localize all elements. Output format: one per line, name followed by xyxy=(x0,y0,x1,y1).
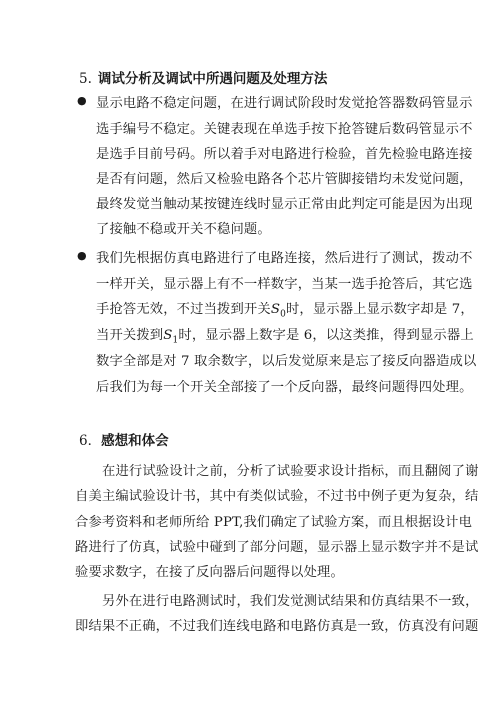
bullet-1-line-3: 是选手目前号码。所以着手对电路进行检验，首先检验电路连接 xyxy=(96,147,473,162)
para-1-line-1: 在进行试验设计之前，分析了试验要求设计指标，而且翻阅了谢 xyxy=(102,464,479,479)
bullet-2-line-4-a: 当开关拨到 xyxy=(96,328,164,343)
para-2-line-2: 即结果不正确，不过我们连线电路和电路仿真是一致，仿真没有问题 xyxy=(75,619,479,634)
bullet-2-line-3-a: 手抢答无效，不过当拨到开关 xyxy=(96,302,271,317)
para-1-line-5: 验要求数字，在接了反向器后问题得以处理。 xyxy=(75,565,344,580)
bullet-1-line-4: 是否有问题，然后又检验电路各个芯片管脚接错均未发觉问题， xyxy=(96,172,473,187)
para-1-line-2: 自美主编试验设计书，其中有类似试验，不过书中例子更为复杂，结 xyxy=(75,489,479,504)
section-5-heading xyxy=(79,67,327,87)
bullet-2-line-4 xyxy=(96,324,474,346)
section-5-number: 5. xyxy=(79,71,92,87)
bullet-icon: ● xyxy=(77,249,87,262)
switch-s0-symbol: $S_0$ xyxy=(270,302,286,320)
bullet-1-line-6: 了接触不稳或开关不稳问题。 xyxy=(96,222,271,237)
section-6-number: 6． xyxy=(79,433,102,449)
bullet-2-line-5: 数字全部是对 7 取余数字，以后发觉原来是忘了接反向器造成以 xyxy=(96,354,477,369)
section-6-heading xyxy=(79,429,169,449)
bullet-2-line-4-b: 时，显示器上数字是 6，以这类推，得到显示器上 xyxy=(178,328,474,343)
para-1-line-4: 路进行了仿真，试验中碰到了部分问题，显示器上显示数字并不是试 xyxy=(75,540,479,555)
switch-s1-symbol: $S_1$ xyxy=(163,328,179,346)
para-1-line-3: 合参考资料和老师所给 PPT,我们确定了试验方案，而且根据设计电 xyxy=(75,515,473,530)
bullet-icon: ● xyxy=(77,94,87,107)
bullet-1-line-1: 显示电路不稳定问题，在进行调试阶段时发觉抢答器数码管显示 xyxy=(96,96,473,111)
section-5-title: 调试分析及调试中所遇问题及处理方法 xyxy=(97,71,328,87)
bullet-2-line-3-b: 时，显示器上显示数字却是 7， xyxy=(285,302,474,317)
bullet-2-line-6: 后我们为每一个开关全部接了一个反向器，最终问题得四处理。 xyxy=(96,380,473,395)
bullet-2-line-2: 一样开关，显示器上有不一样数字，当某一选手抢答后，其它选 xyxy=(96,277,473,292)
bullet-2-line-1: 我们先根据仿真电路进行了电路连接，然后进行了测试，拨动不 xyxy=(96,251,473,266)
bullet-1-line-5: 最终发觉当触动某按键连线时显示正常由此判定可能是因为出现 xyxy=(96,197,473,212)
section-6-title: 感想和体会 xyxy=(101,433,169,449)
para-2-line-1: 另外在进行电路测试时，我们发觉测试结果和仿真结果不一致， xyxy=(102,594,479,609)
bullet-2-line-3 xyxy=(96,298,474,320)
bullet-1-line-2: 选手编号不稳定。关键表现在单选手按下抢答键后数码管显示不 xyxy=(96,122,473,137)
